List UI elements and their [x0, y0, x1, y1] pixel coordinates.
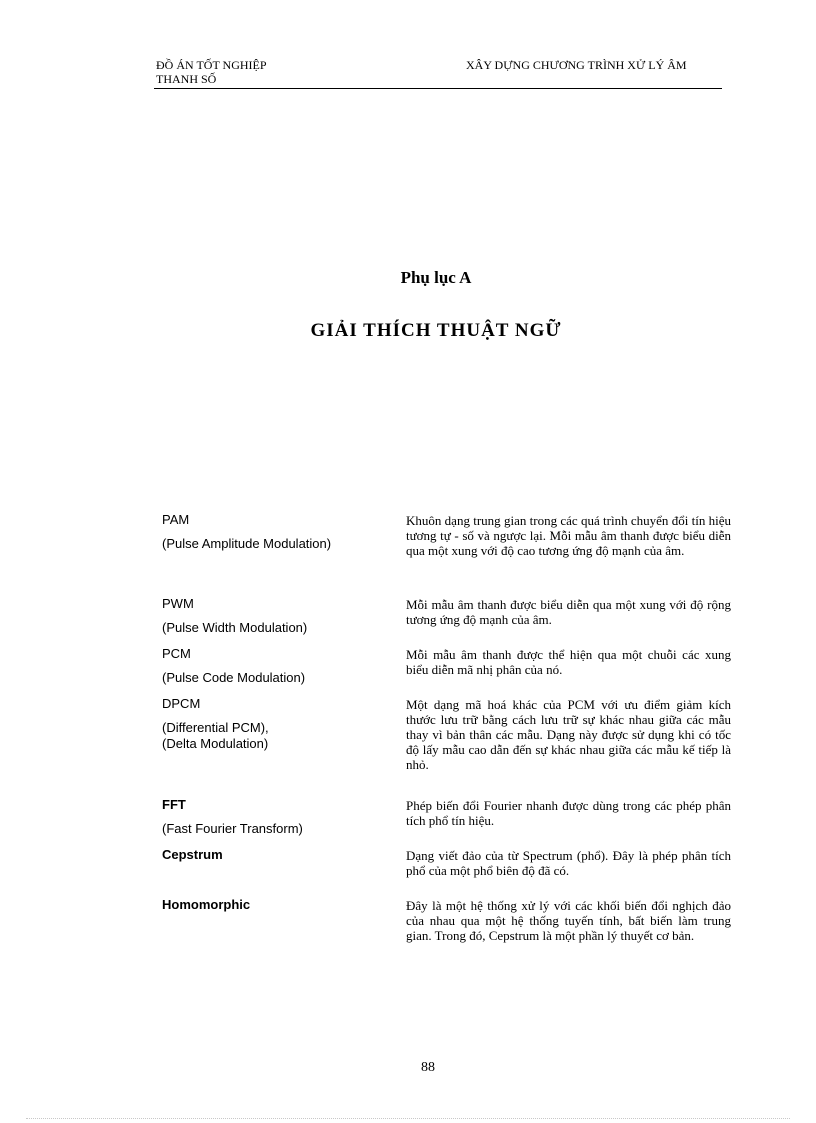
term-name: DPCM — [162, 696, 201, 711]
page-title: GIẢI THÍCH THUẬT NGỮ — [310, 320, 562, 341]
header-right-title: XÂY DỰNG CHƯƠNG TRÌNH XỬ LÝ ÂM — [466, 58, 687, 72]
term-full-name: (Fast Fourier Transform) — [162, 821, 303, 836]
header-project-label: ĐỒ ÁN TỐT NGHIỆP — [156, 58, 267, 72]
header-subject-label: THANH SỐ — [156, 72, 217, 86]
term-cepstrum — [162, 847, 382, 863]
term-pcm — [162, 646, 382, 686]
definition-fft: Phép biến đổi Fourier nhanh được dùng trong các phép phân tích phổ tín hiệu. — [406, 798, 731, 828]
definition-pwm: Mỗi mẫu âm thanh được biểu diễn qua một xung với độ rộng tương ứng độ mạnh của âm. — [406, 597, 731, 627]
term-full-name: (Differential PCM), — [162, 720, 269, 735]
term-full-name: (Pulse Amplitude Modulation) — [162, 536, 332, 551]
definition-pcm: Mỗi mẫu âm thanh được thể hiện qua một chuỗi các xung biểu diễn mã nhị phân của nó. — [406, 647, 731, 677]
term-pam — [162, 512, 382, 552]
appendix-label: Phụ lục A — [400, 268, 472, 287]
page-bottom-edge — [26, 1118, 790, 1119]
term-name: PAM — [162, 512, 190, 527]
term-full-name: (Pulse Code Modulation) — [162, 670, 306, 685]
page-number: 88 — [421, 1060, 435, 1075]
header-left — [156, 58, 267, 86]
term-name: PWM — [162, 596, 194, 611]
definition-pam: Khuôn dạng trung gian trong các quá trình chuyển đổi tín hiệu tương tự - số và ngược lại. Mỗi mẫu âm thanh được biểu diễn qua một xung với độ cao tương ứng độ mạnh của âm. — [406, 513, 731, 558]
term-dpcm — [162, 696, 382, 752]
definition-homomorphic: Đây là một hệ thống xử lý với các khối biến đổi nghịch đảo của nhau qua một hệ thống tuyến tính, bất biến làm trung gian. Trong đó, Cepstrum là một phần lý thuyết cơ bản. — [406, 898, 731, 943]
term-name: Homomorphic — [162, 897, 251, 912]
definition-dpcm: Một dạng mã hoá khác của PCM với ưu điểm giảm kích thước lưu trữ bằng cách lưu trữ sự khác nhau giữa các mẫu thay vì bản thân các mẫu. Dạng này được sử dụng khi có tốc độ lấy mẫu cao dẫn đến sự khác nhau giữa các mẫu kế tiếp là nhỏ. — [406, 697, 731, 772]
term-name: Cepstrum — [162, 847, 223, 862]
definition-cepstrum: Dạng viết đảo của từ Spectrum (phổ). Đây là phép phân tích phổ của một phổ biên độ đã có. — [406, 848, 731, 878]
term-fft — [162, 797, 382, 837]
header-rule — [154, 88, 722, 89]
term-pwm — [162, 596, 382, 636]
term-name: FFT — [162, 797, 186, 812]
term-name: PCM — [162, 646, 191, 661]
term-homomorphic — [162, 897, 382, 913]
term-full-name: (Pulse Width Modulation) — [162, 620, 308, 635]
term-extra-name: (Delta Modulation) — [162, 736, 269, 751]
